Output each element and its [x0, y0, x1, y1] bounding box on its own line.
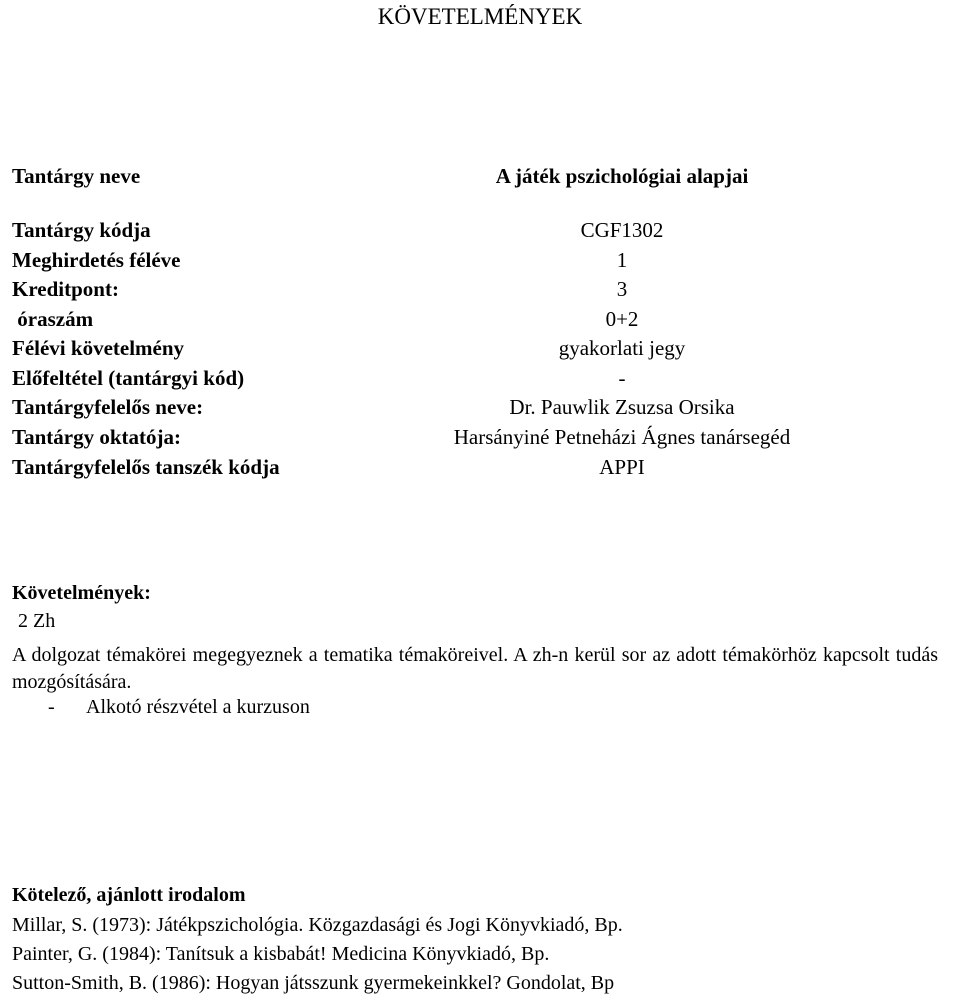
row-value-hours: 0+2	[605, 307, 639, 331]
course-info-row	[12, 453, 942, 482]
row-value-responsible: Dr. Pauwlik Zsuzsa Orsika	[509, 395, 735, 419]
row-value-instructor: Harsányiné Petneházi Ágnes tanársegéd	[453, 425, 791, 449]
row-label-subject-code: Tantárgy kódja	[12, 218, 151, 242]
literature-item: Millar, S. (1973): Játékpszichológia. Közgazdasági és Jogi Könyvkiadó, Bp.	[12, 914, 623, 936]
course-info-row	[12, 334, 942, 363]
course-info-row	[12, 364, 942, 393]
row-label-semester: Meghirdetés féléve	[12, 248, 181, 272]
literature-item: Painter, G. (1984): Tanítsuk a kisbabát! Medicina Könyvkiadó, Bp.	[12, 943, 550, 965]
row-label-semester-requirement: Félévi követelmény	[12, 336, 185, 360]
row-label-hours: óraszám	[12, 307, 94, 331]
course-info-row	[12, 162, 942, 191]
requirements-heading: Követelmények:	[12, 582, 151, 604]
row-label-instructor: Tantárgy oktatója:	[12, 425, 181, 449]
course-info-row	[12, 216, 942, 245]
row-value-semester: 1	[616, 248, 628, 272]
literature-item: Sutton-Smith, B. (1986): Hogyan játsszunk gyermekeinkkel? Gondolat, Bp	[12, 972, 615, 994]
course-info-row	[12, 246, 942, 275]
literature-heading: Kötelező, ajánlott irodalom	[12, 884, 246, 906]
requirements-bullet	[48, 696, 310, 719]
course-info-row	[12, 423, 942, 452]
row-label-prerequisite: Előfeltétel (tantárgyi kód)	[12, 366, 245, 390]
row-value-semester-requirement: gyakorlati jegy	[558, 336, 686, 360]
row-label-subject-name: Tantárgy neve	[12, 164, 141, 188]
row-value-subject-code: CGF1302	[580, 218, 664, 242]
row-value-prerequisite: -	[618, 366, 626, 390]
row-label-responsible: Tantárgyfelelős neve:	[12, 395, 204, 419]
row-label-department-code: Tantárgyfelelős tanszék kódja	[12, 455, 280, 479]
row-label-credits: Kreditpont:	[12, 277, 119, 301]
requirements-test-count: 2 Zh	[18, 610, 56, 632]
bullet-dash: -	[48, 696, 55, 718]
requirements-bullet-text: Alkotó részvétel a kurzuson	[86, 696, 310, 718]
row-value-credits: 3	[616, 277, 628, 301]
requirements-paragraph: A dolgozat témakörei megegyeznek a tematika témaköreivel. A zh-n kerül sor az adott témakörhöz kapcsolt tudás mozgósítására.	[12, 644, 938, 693]
course-info-row	[12, 305, 942, 334]
page-title: KÖVETELMÉNYEK	[377, 4, 583, 29]
row-value-department-code: APPI	[599, 455, 645, 479]
course-info-row	[12, 275, 942, 304]
course-info-row	[12, 393, 942, 422]
row-value-subject-name: A játék pszichológiai alapjai	[495, 164, 749, 188]
